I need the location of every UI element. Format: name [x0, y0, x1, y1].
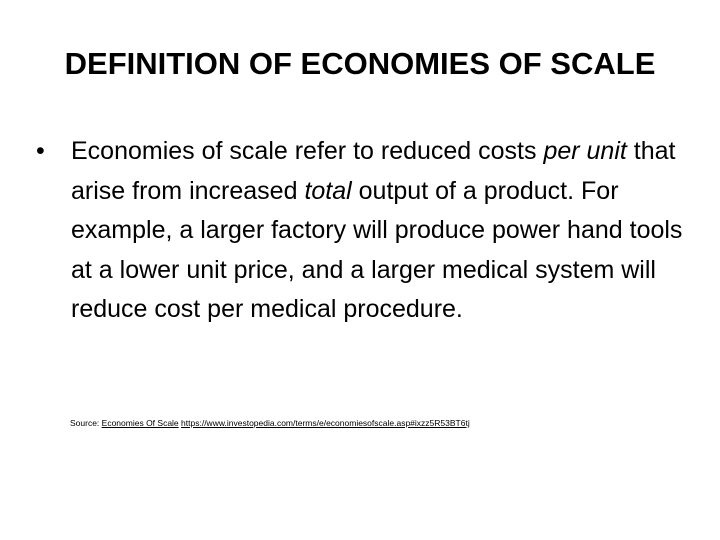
bullet-text-emphasis: per unit [543, 137, 627, 165]
bullet-item [36, 132, 686, 330]
bullet-text-segment: Economies of scale refer to reduced costs [71, 137, 544, 165]
bullet-text-emphasis: total [304, 176, 352, 205]
source-title-link[interactable]: Economies Of Scale [101, 418, 179, 428]
source-url-link[interactable]: https://www.investopedia.com/terms/e/economiesofscale.asp#ixzz5R53BT6tj [181, 418, 470, 428]
bullet-text-segment: that arise from increased [71, 137, 676, 205]
bullet-text [71, 132, 686, 330]
bullet-marker: • [36, 137, 45, 165]
slide-title: DEFINITION OF ECONOMIES OF SCALE [64, 46, 656, 81]
source-prefix: Source: [70, 418, 102, 428]
bullet-text-segment: output of a product. For example, a larger factory will produce power hand tools at a lower unit price, and a larger medical system will reduce cost per medical procedure. [71, 176, 683, 323]
source-citation [70, 418, 470, 428]
